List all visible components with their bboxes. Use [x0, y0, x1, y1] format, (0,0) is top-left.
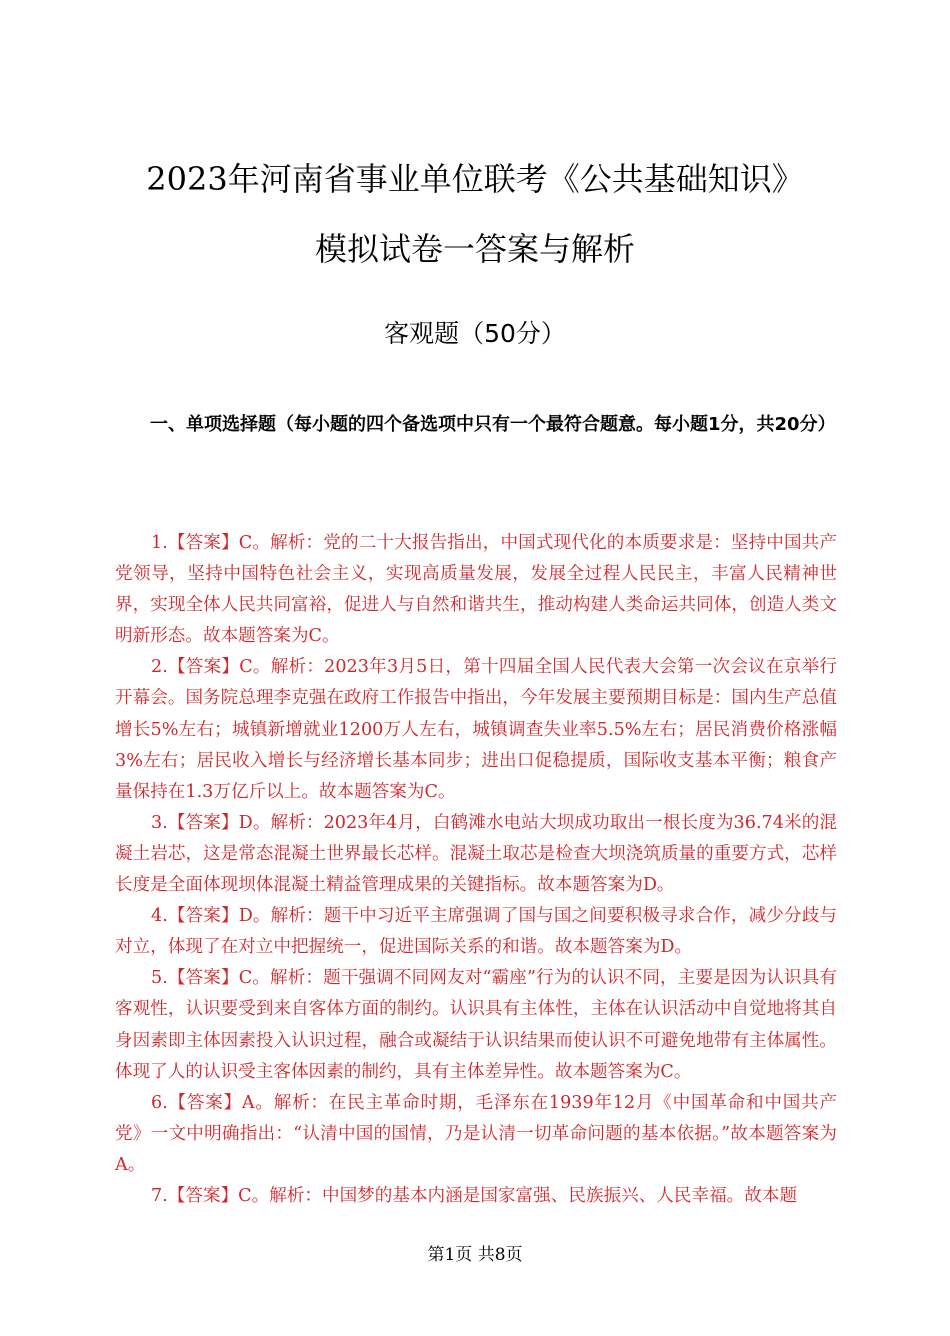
section-heading: 一、单项选择题（每小题的四个备选项中只有一个最符合题意。每小题1分，共20分） — [150, 414, 836, 435]
answer-item-5: 5.【答案】C。解析：题干强调不同网友对“霸座”行为的认识不同，主要是因为认识具有客观性，认识要受到来自客体方面的制约。认识具有主体性，主体在认识活动中自觉地将其自身因素即主体因素投入认识过程，融合或凝结于认识结果而使认识不可避免地带有主体属性。体现了人的认识受主客体因素的制约，具有主体差异性。故本题答案为C。 — [115, 968, 837, 1082]
answer-item-4: 4.【答案】D。解析：题干中习近平主席强调了国与国之间要积极寻求合作，减少分歧与对立，体现了在对立中把握统一，促进国际关系的和谐。故本题答案为D。 — [115, 906, 837, 958]
document-title-line1: 2023年河南省事业单位联考《公共基础知识》 — [146, 160, 804, 198]
page-footer: 第1页 共8页 — [427, 1245, 523, 1265]
answer-list — [115, 528, 837, 1212]
document-title-line2: 模拟试卷一答案与解析 — [314, 230, 635, 268]
answer-item-3: 3.【答案】D。解析：2023年4月，白鹤滩水电站大坝成功取出一根长度为36.74米的混凝土岩芯，这是常态混凝土世界最长芯样。混凝土取芯是检查大坝浇筑质量的重要方式，芯样长度是全面体现坝体混凝土精益管理成果的关键指标。故本题答案为D。 — [115, 812, 837, 896]
answer-item-1: 1.【答案】C。解析：党的二十大报告指出，中国式现代化的本质要求是：坚持中国共产党领导，坚持中国特色社会主义，实现高质量发展，发展全过程人民民主，丰富人民精神世界，实现全体人民共同富裕，促进人与自然和谐共生，推动构建人类命运共同体，创造人类文明新形态。故本题答案为C。 — [115, 533, 837, 647]
answer-item-6: 6.【答案】A。解析：在民主革命时期，毛泽东在1939年12月《中国革命和中国共产党》一文中明确指出：“认清中国的国情，乃是认清一切革命问题的基本依据。”故本题答案为A。 — [115, 1092, 837, 1175]
answer-item-7: 7.【答案】C。解析：中国梦的基本内涵是国家富强、民族振兴、人民幸福。故本题 — [151, 1185, 798, 1206]
answer-item-2: 2.【答案】C。解析：2023年3月5日，第十四届全国人民代表大会第一次会议在京举行开幕会。国务院总理李克强在政府工作报告中指出，今年发展主要预期目标是：国内生产总值增长5%左右；城镇新增就业1200万人左右，城镇调查失业率5.5%左右；居民消费价格涨幅3%左右；居民收入增长与经济增长基本同步；进出口促稳提质，国际收支基本平衡；粮食产量保持在1.3万亿斤以上。故本题答案为C。 — [115, 657, 837, 802]
section-subtitle: 客观题（50分） — [384, 319, 566, 348]
